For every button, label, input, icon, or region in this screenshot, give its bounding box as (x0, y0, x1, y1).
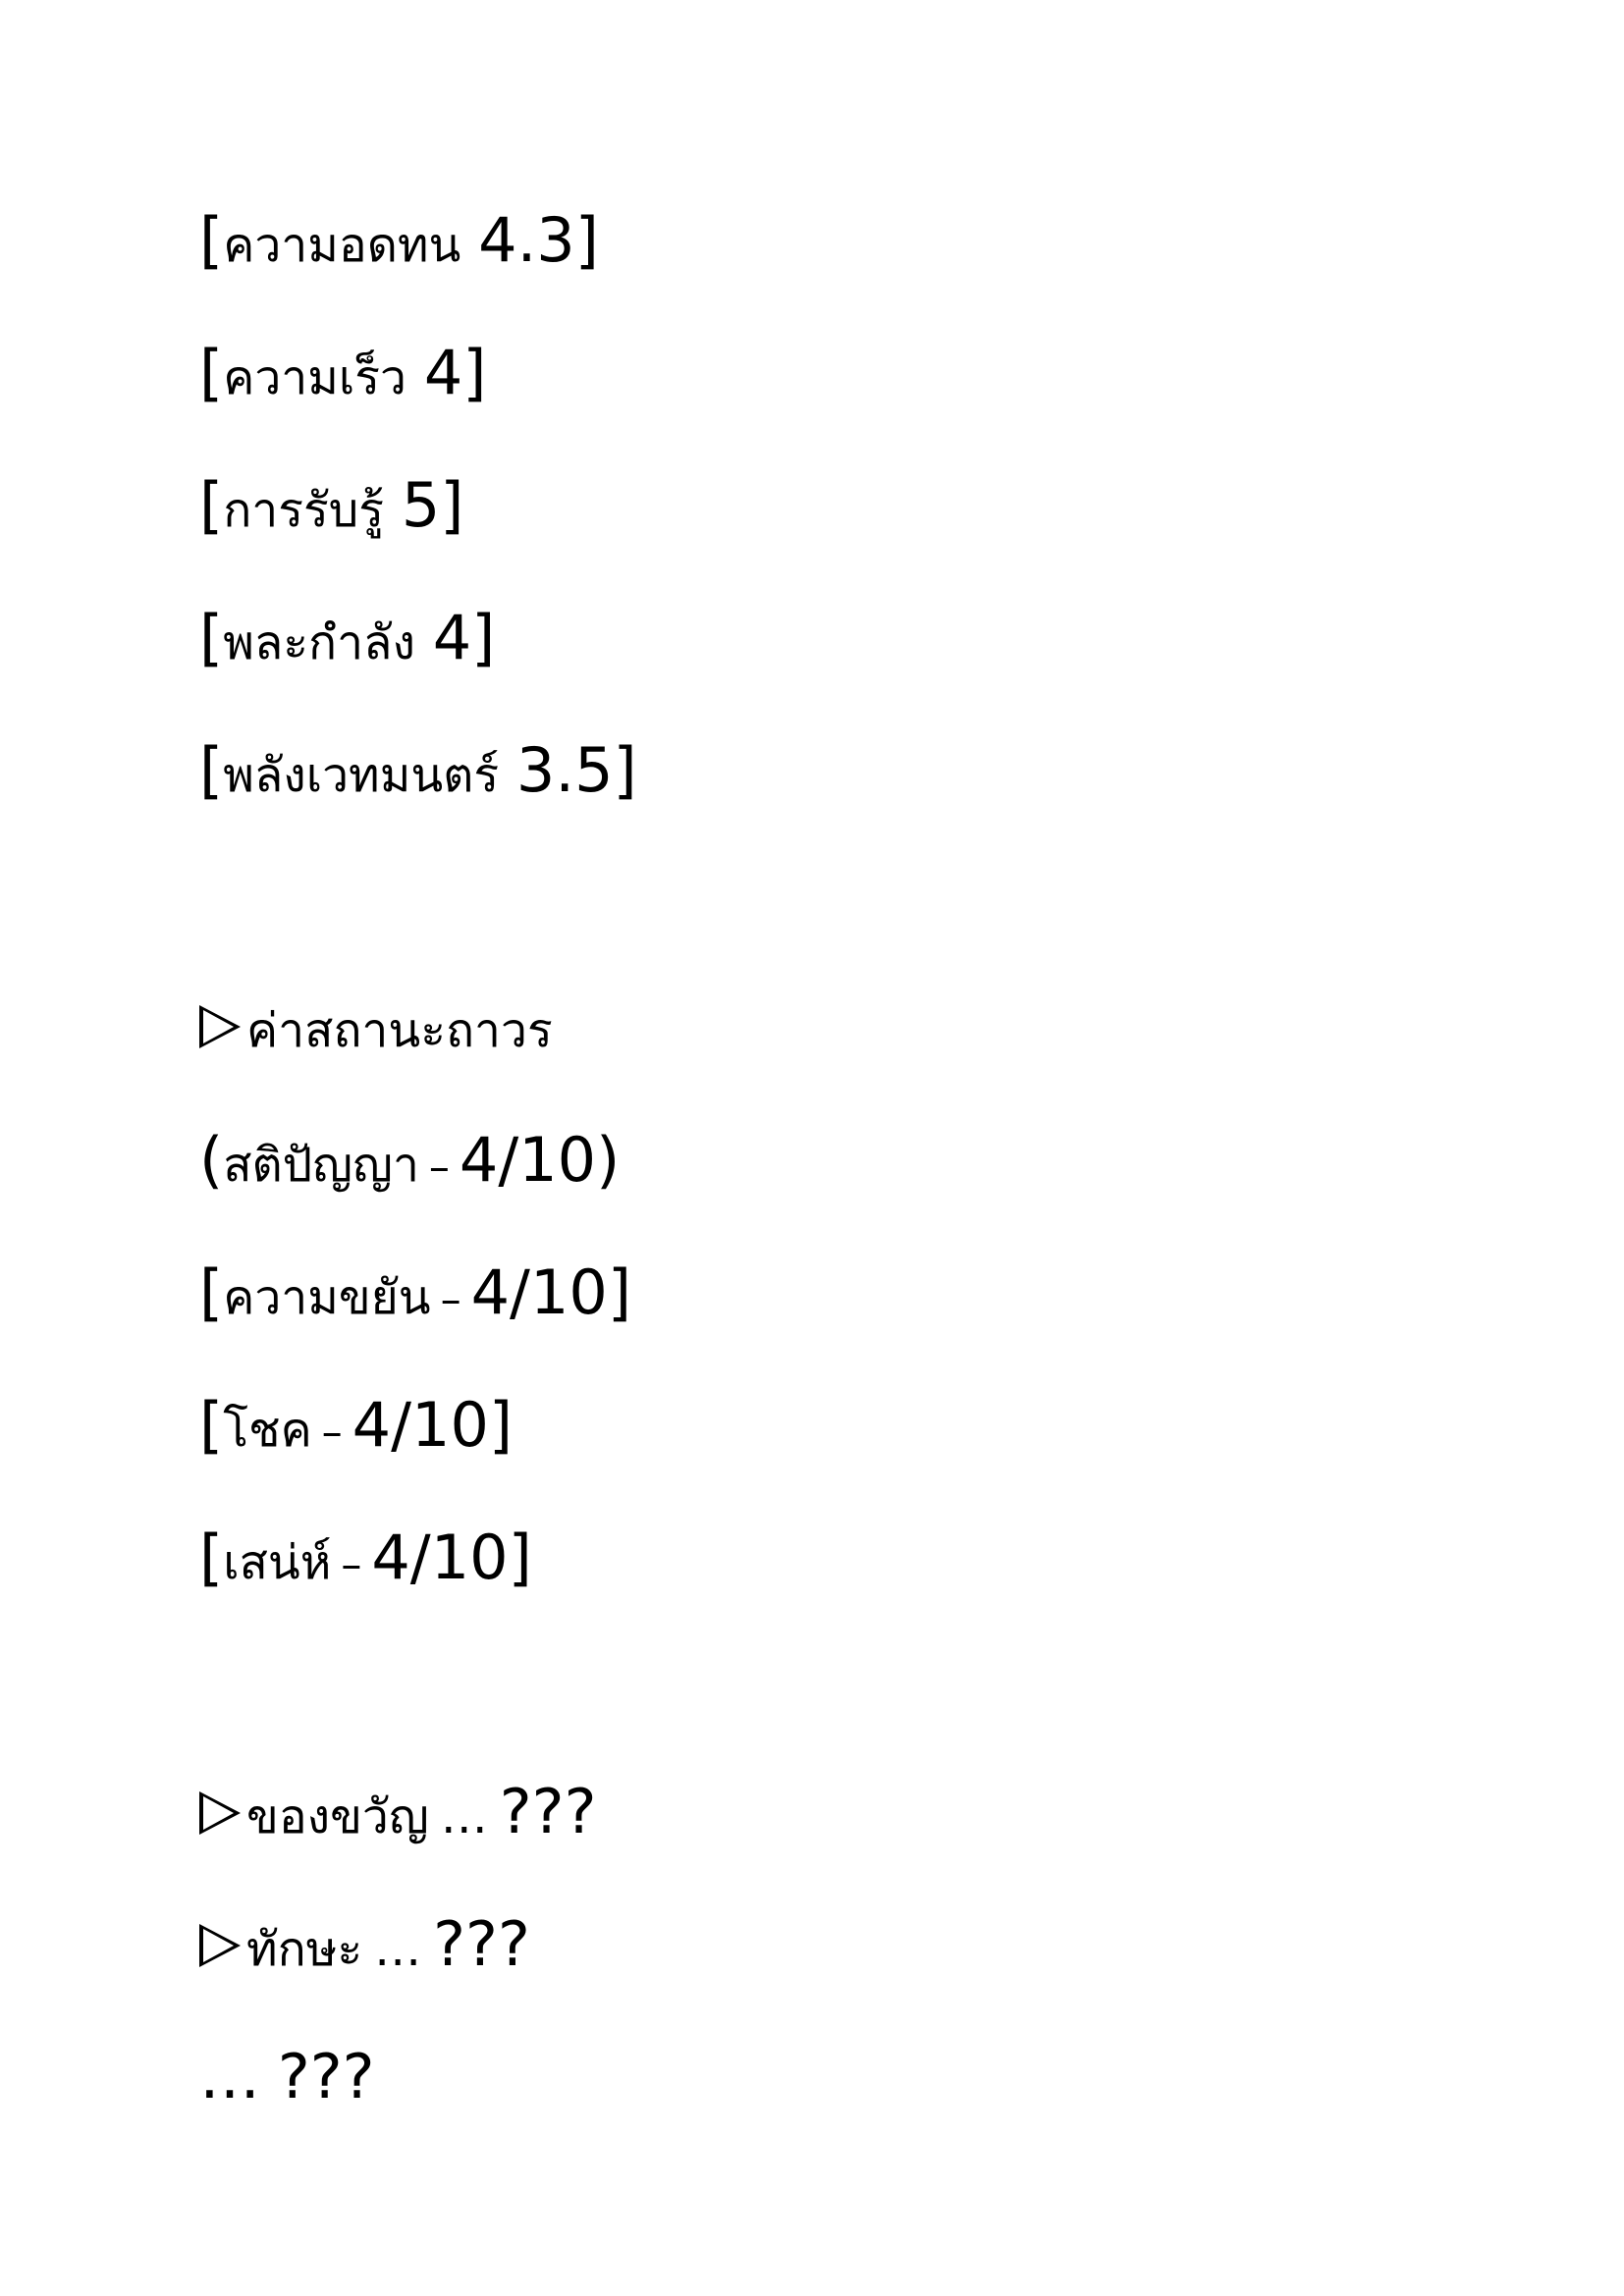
open-bracket: [ (199, 1389, 224, 1461)
stat-value: 4/10 (470, 1256, 608, 1328)
close-bracket: ] (607, 1256, 632, 1328)
skill-value: ??? (433, 1908, 530, 1980)
triangle-outline-right-icon (199, 1924, 241, 1967)
ellipsis: … (440, 1789, 488, 1844)
dash: – (440, 1275, 461, 1323)
open-paren: ( (199, 1124, 224, 1196)
section-title: ค่าสถานะถาวร (246, 1003, 553, 1058)
open-bracket: [ (199, 1256, 224, 1328)
stat-line-speed (199, 337, 487, 408)
permanent-stat-charm (199, 1522, 532, 1593)
stat-label: ความอดทน (223, 218, 461, 273)
close-bracket: ] (574, 204, 599, 276)
close-bracket: ] (462, 337, 487, 408)
stat-label: เสน่ห์ (223, 1535, 332, 1590)
gift-value: ??? (499, 1776, 597, 1847)
permanent-stat-luck (199, 1389, 514, 1461)
stat-value: 5 (401, 469, 441, 541)
stat-value: 4 (423, 337, 463, 408)
stat-value: 4.3 (478, 204, 575, 276)
stat-line-strength (199, 602, 496, 673)
stat-value: 4/10 (371, 1522, 509, 1593)
stat-line-magic (199, 734, 637, 806)
ellipsis: … (374, 1922, 422, 1977)
dash: – (428, 1143, 450, 1191)
stat-label: โชค (223, 1403, 312, 1458)
more-line (199, 2041, 375, 2112)
stat-line-endurance (199, 204, 599, 276)
stat-line-perception (199, 469, 464, 541)
gift-line (199, 1776, 597, 1847)
open-bracket: [ (199, 469, 224, 541)
dash: – (341, 1540, 362, 1588)
close-bracket: ] (613, 734, 637, 806)
close-bracket: ] (508, 1522, 532, 1593)
stat-value: 3.5 (515, 734, 614, 806)
more-value: ??? (277, 2041, 375, 2112)
permanent-stat-diligence (199, 1256, 632, 1328)
stat-label: การรับรู้ (223, 483, 385, 538)
triangle-outline-right-icon (199, 1791, 241, 1835)
close-bracket: ] (488, 1389, 514, 1461)
close-paren: ) (596, 1124, 621, 1196)
open-bracket: [ (199, 734, 224, 806)
open-bracket: [ (199, 204, 224, 276)
dash: – (321, 1408, 343, 1456)
permanent-stat-intelligence (199, 1124, 621, 1196)
stat-label: พลังเวทมนตร์ (223, 748, 500, 803)
permanent-section-heading (199, 1001, 553, 1056)
stat-label: ความขยัน (223, 1270, 431, 1325)
stat-label: สติปัญญา (223, 1138, 419, 1193)
open-bracket: [ (199, 337, 224, 408)
stat-label: ความเร็ว (223, 350, 406, 405)
close-bracket: ] (471, 602, 496, 673)
stat-value: 4 (432, 602, 472, 673)
stat-value: 4/10 (459, 1124, 597, 1196)
ellipsis: … (199, 2041, 260, 2112)
close-bracket: ] (440, 469, 464, 541)
open-bracket: [ (199, 1522, 224, 1593)
stat-value: 4/10 (352, 1389, 489, 1461)
gift-label: ของขวัญ (246, 1789, 429, 1844)
skill-label: ทักษะ (246, 1922, 363, 1977)
open-bracket: [ (199, 602, 224, 673)
stat-label: พละกำลัง (223, 615, 415, 670)
skill-line (199, 1908, 530, 1980)
triangle-outline-right-icon (199, 1005, 241, 1048)
